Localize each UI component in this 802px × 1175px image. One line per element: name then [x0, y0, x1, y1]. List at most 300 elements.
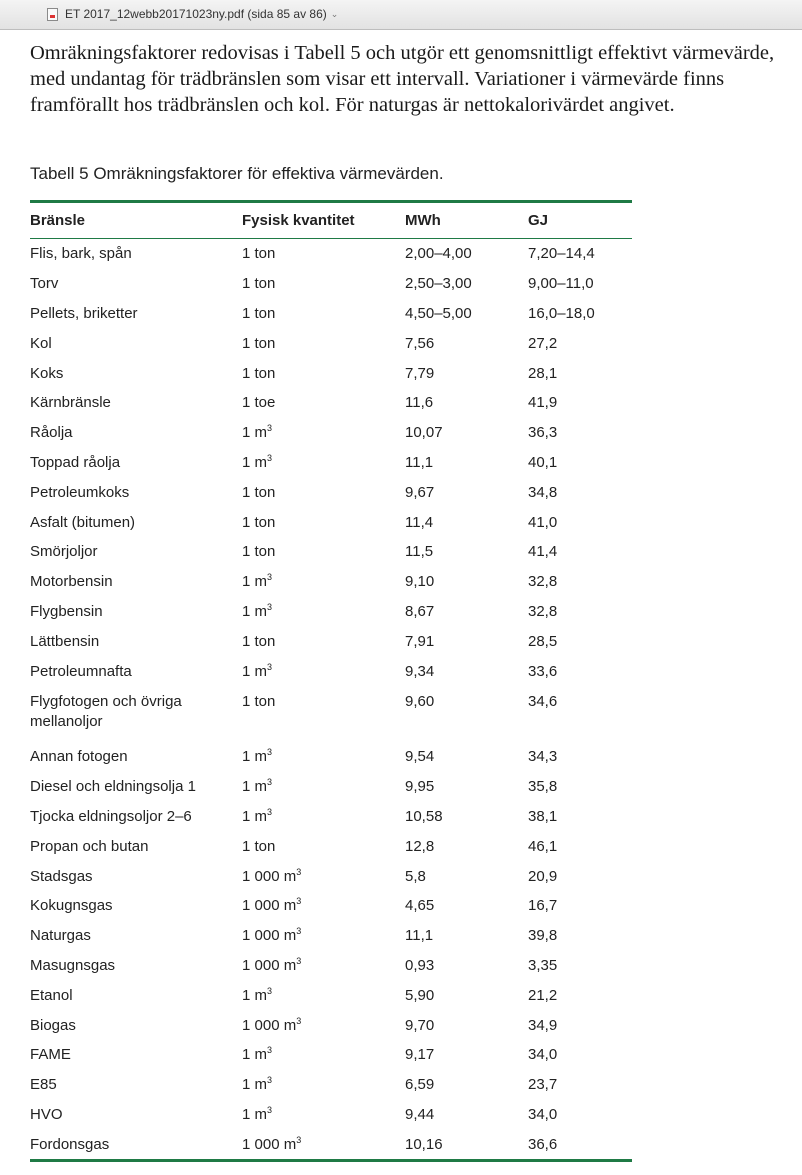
- fuel-cell: [30, 477, 242, 507]
- fuel-cell-text: Flygbensin: [30, 602, 103, 620]
- quantity-cell-text: 1 m: [242, 778, 268, 796]
- gj-cell: [528, 831, 632, 861]
- fuel-cell: [30, 891, 242, 921]
- quantity-cell-text: 1 000 m: [242, 956, 297, 974]
- quantity-cell-text: 1 m: [242, 602, 268, 620]
- quantity-cell: [242, 686, 405, 742]
- quantity-cell: [242, 626, 405, 656]
- mwh-cell: [405, 269, 528, 299]
- mwh-cell: [405, 921, 528, 951]
- table-row: [30, 328, 632, 358]
- mwh-cell: [405, 772, 528, 802]
- gj-cell: [528, 597, 632, 627]
- quantity-cell: [242, 951, 405, 981]
- gj-cell: [528, 328, 632, 358]
- gj-cell-text: 36,6: [528, 1135, 558, 1153]
- fuel-cell: [30, 980, 242, 1010]
- table-row: [30, 861, 632, 891]
- fuel-cell-text: Kokugnsgas: [30, 897, 113, 915]
- quantity-cell: [242, 861, 405, 891]
- quantity-cell: [242, 1129, 405, 1160]
- gj-cell: [528, 269, 632, 299]
- fuel-cell-text: Biogas: [30, 1016, 76, 1034]
- window-title-text: ET 2017_12webb20171023ny.pdf (sida 85 av 86): [65, 7, 327, 21]
- fuel-cell-text: Kärnbränsle: [30, 394, 111, 412]
- quantity-cell-text: 1 ton: [242, 692, 276, 710]
- table-caption: Tabell 5 Omräkningsfaktorer för effektiva värmevärden.: [30, 164, 444, 183]
- mwh-cell-text: 7,91: [405, 632, 435, 650]
- mwh-cell: [405, 980, 528, 1010]
- quantity-cell-text: 1 ton: [242, 245, 276, 263]
- gj-cell-text: 41,4: [528, 543, 558, 561]
- fuel-cell: [30, 951, 242, 981]
- mwh-cell-text: 6,59: [405, 1076, 435, 1094]
- unit-exponent: 3: [267, 747, 273, 758]
- fuel-cell-text: Annan fotogen: [30, 748, 128, 766]
- quantity-cell-text: 1 ton: [242, 543, 276, 561]
- fuel-cell-text: Toppad råolja: [30, 453, 121, 471]
- fuel-cell: [30, 656, 242, 686]
- mwh-cell: [405, 1010, 528, 1040]
- quantity-cell-text: 1 000 m: [242, 1016, 297, 1034]
- mwh-cell-text: 9,95: [405, 778, 435, 796]
- mwh-cell-text: 9,10: [405, 573, 435, 591]
- fuel-cell: [30, 269, 242, 299]
- table-row: [30, 388, 632, 418]
- gj-cell: [528, 299, 632, 329]
- mwh-cell: [405, 299, 528, 329]
- gj-cell: [528, 448, 632, 478]
- quantity-cell: [242, 831, 405, 861]
- quantity-cell-text: 1 ton: [242, 334, 276, 352]
- mwh-cell: [405, 686, 528, 742]
- fuel-cell-text: Lättbensin: [30, 632, 100, 650]
- table-row: [30, 626, 632, 656]
- mwh-cell-text: 10,58: [405, 807, 443, 825]
- quantity-cell: [242, 1010, 405, 1040]
- fuel-cell-text: Tjocka eldningsoljor 2–6: [30, 807, 192, 825]
- mwh-cell: [405, 448, 528, 478]
- fuel-cell-text: Masugnsgas: [30, 956, 116, 974]
- unit-exponent: 3: [296, 1134, 302, 1145]
- gj-cell-text: 32,8: [528, 573, 558, 591]
- quantity-cell-text: 1 ton: [242, 483, 276, 501]
- quantity-cell-text: 1 m: [242, 573, 268, 591]
- quantity-cell: [242, 448, 405, 478]
- unit-exponent: 3: [267, 985, 273, 996]
- gj-cell: [528, 891, 632, 921]
- mwh-cell: [405, 861, 528, 891]
- quantity-cell: [242, 537, 405, 567]
- mwh-cell: [405, 477, 528, 507]
- mwh-cell: [405, 1040, 528, 1070]
- gj-cell-text: 28,5: [528, 632, 558, 650]
- mwh-cell-text: 11,5: [405, 543, 434, 561]
- mwh-cell-text: 9,34: [405, 662, 435, 680]
- gj-cell-text: 32,8: [528, 602, 558, 620]
- fuel-cell-text: Pellets, briketter: [30, 304, 138, 322]
- gj-cell: [528, 980, 632, 1010]
- unit-exponent: 3: [296, 896, 302, 907]
- quantity-cell-text: 1 ton: [242, 837, 276, 855]
- gj-cell-text: 41,9: [528, 394, 558, 412]
- quantity-cell-text: 1 toe: [242, 394, 276, 412]
- table-header-row: [30, 202, 632, 239]
- mwh-cell-text: 11,1: [405, 453, 434, 471]
- fuel-cell-text: Koks: [30, 364, 64, 382]
- mwh-cell: [405, 802, 528, 832]
- fuel-cell-text: HVO: [30, 1105, 63, 1123]
- table-row: [30, 299, 632, 329]
- table-row: [30, 742, 632, 772]
- gj-cell-text: 20,9: [528, 867, 558, 885]
- mwh-cell-text: 11,6: [405, 394, 434, 412]
- fuel-cell-text: Smörjoljor: [30, 543, 98, 561]
- quantity-cell-text: 1 ton: [242, 304, 276, 322]
- unit-exponent: 3: [267, 806, 273, 817]
- quantity-cell-text: 1 m: [242, 1105, 268, 1123]
- mwh-cell-text: 10,16: [405, 1135, 443, 1153]
- unit-exponent: 3: [296, 955, 302, 966]
- quantity-cell: [242, 1100, 405, 1130]
- gj-cell-text: 36,3: [528, 424, 558, 442]
- gj-cell-text: 35,8: [528, 778, 558, 796]
- gj-cell-text: 34,8: [528, 483, 558, 501]
- fuel-cell-text: Petroleumnafta: [30, 662, 132, 680]
- fuel-cell-text: Råolja: [30, 424, 73, 442]
- fuel-cell: [30, 686, 242, 742]
- quantity-cell: [242, 772, 405, 802]
- quantity-cell: [242, 742, 405, 772]
- fuel-cell: [30, 597, 242, 627]
- fuel-cell: [30, 1129, 242, 1160]
- mwh-cell: [405, 891, 528, 921]
- fuel-cell: [30, 1010, 242, 1040]
- gj-cell-text: 9,00–11,0: [528, 275, 594, 293]
- fuel-cell: [30, 418, 242, 448]
- table-row: [30, 269, 632, 299]
- quantity-cell: [242, 328, 405, 358]
- quantity-cell: [242, 1040, 405, 1070]
- table-row: [30, 802, 632, 832]
- gj-cell: [528, 1070, 632, 1100]
- gj-cell-text: 23,7: [528, 1076, 558, 1094]
- quantity-cell: [242, 921, 405, 951]
- fuel-cell: [30, 802, 242, 832]
- fuel-cell: [30, 1070, 242, 1100]
- quantity-cell: [242, 656, 405, 686]
- gj-cell: [528, 477, 632, 507]
- fuel-cell-text: Petroleumkoks: [30, 483, 130, 501]
- gj-cell-text: 34,0: [528, 1105, 558, 1123]
- mwh-cell-text: 0,93: [405, 956, 435, 974]
- quantity-cell: [242, 358, 405, 388]
- gj-cell-text: 7,20–14,4: [528, 245, 595, 263]
- fuel-cell: [30, 388, 242, 418]
- mwh-cell: [405, 567, 528, 597]
- table-row: [30, 891, 632, 921]
- quantity-cell-text: 1 000 m: [242, 1135, 297, 1153]
- table-row: [30, 537, 632, 567]
- fuel-cell: [30, 299, 242, 329]
- chevron-down-icon[interactable]: ⌄: [330, 9, 339, 19]
- gj-cell-text: 3,35: [528, 956, 558, 974]
- quantity-cell-text: 1 ton: [242, 632, 276, 650]
- header-fuel: Bränsle: [30, 202, 242, 239]
- gj-cell: [528, 418, 632, 448]
- unit-exponent: 3: [267, 601, 273, 612]
- table-row: [30, 418, 632, 448]
- quantity-cell: [242, 567, 405, 597]
- table-row: [30, 921, 632, 951]
- fuel-cell-text: Torv: [30, 275, 59, 293]
- mwh-cell-text: 7,56: [405, 334, 435, 352]
- quantity-cell-text: 1 000 m: [242, 927, 297, 945]
- unit-exponent: 3: [267, 1075, 273, 1086]
- intro-paragraph: Omräkningsfaktorer redovisas i Tabell 5 och utgör ett genomsnittligt effektivt värmevärde, med undantag för trädbränslen som visar ett intervall. Variationer i värmevärde finns framförallt hos trädbränslen och kol. För naturgas är nettokalorivärdet angivet.: [30, 42, 775, 116]
- unit-exponent: 3: [267, 661, 273, 672]
- gj-cell: [528, 742, 632, 772]
- table-row: [30, 1010, 632, 1040]
- table-row: [30, 477, 632, 507]
- quantity-cell-text: 1 m: [242, 424, 268, 442]
- gj-cell-text: 21,2: [528, 986, 558, 1004]
- unit-exponent: 3: [296, 866, 302, 877]
- quantity-cell: [242, 239, 405, 269]
- mwh-cell-text: 9,44: [405, 1105, 435, 1123]
- window-title[interactable]: [65, 7, 338, 21]
- mwh-cell-text: 2,50–3,00: [405, 275, 472, 293]
- unit-exponent: 3: [267, 572, 273, 583]
- mwh-cell: [405, 328, 528, 358]
- mwh-cell: [405, 1129, 528, 1160]
- mwh-cell-text: 9,70: [405, 1016, 435, 1034]
- quantity-cell: [242, 1070, 405, 1100]
- fuel-cell: [30, 772, 242, 802]
- fuel-cell-text: Kol: [30, 334, 52, 352]
- unit-exponent: 3: [267, 423, 273, 434]
- mwh-cell: [405, 358, 528, 388]
- fuel-cell: [30, 626, 242, 656]
- quantity-cell-text: 1 ton: [242, 275, 276, 293]
- mwh-cell-text: 9,67: [405, 483, 435, 501]
- gj-cell: [528, 951, 632, 981]
- mwh-cell-text: 9,17: [405, 1046, 435, 1064]
- quantity-cell: [242, 802, 405, 832]
- mwh-cell-text: 9,60: [405, 692, 435, 710]
- header-quantity: Fysisk kvantitet: [242, 202, 405, 239]
- unit-exponent: 3: [296, 1015, 302, 1026]
- gj-cell: [528, 1100, 632, 1130]
- fuel-cell-text: FAME: [30, 1046, 71, 1064]
- gj-cell: [528, 686, 632, 742]
- gj-cell-text: 27,2: [528, 334, 558, 352]
- table-row: [30, 567, 632, 597]
- quantity-cell-text: 1 ton: [242, 364, 276, 382]
- gj-cell-text: 33,6: [528, 662, 558, 680]
- fuel-cell: [30, 1100, 242, 1130]
- fuel-cell-text: Motorbensin: [30, 573, 113, 591]
- fuel-cell: [30, 328, 242, 358]
- mwh-cell-text: 11,4: [405, 513, 434, 531]
- mwh-cell-text: 8,67: [405, 602, 435, 620]
- fuel-cell: [30, 239, 242, 269]
- mwh-cell: [405, 1100, 528, 1130]
- mwh-cell: [405, 507, 528, 537]
- fuel-cell-text: Flis, bark, spån: [30, 245, 132, 263]
- gj-cell-text: 38,1: [528, 807, 558, 825]
- quantity-cell-text: 1 m: [242, 748, 268, 766]
- quantity-cell-text: 1 000 m: [242, 897, 297, 915]
- mwh-cell-text: 4,65: [405, 897, 435, 915]
- gj-cell: [528, 626, 632, 656]
- quantity-cell: [242, 891, 405, 921]
- header-gj: GJ: [528, 202, 632, 239]
- gj-cell-text: 40,1: [528, 453, 558, 471]
- table-row: [30, 951, 632, 981]
- quantity-cell-text: 1 ton: [242, 513, 276, 531]
- gj-cell: [528, 772, 632, 802]
- gj-cell: [528, 537, 632, 567]
- mwh-cell-text: 5,8: [405, 867, 426, 885]
- gj-cell-text: 34,6: [528, 692, 558, 710]
- mwh-cell: [405, 239, 528, 269]
- conversion-factor-table: [30, 200, 632, 1162]
- gj-cell-text: 16,0–18,0: [528, 304, 595, 322]
- table-row: [30, 507, 632, 537]
- gj-cell: [528, 567, 632, 597]
- quantity-cell: [242, 507, 405, 537]
- gj-cell: [528, 239, 632, 269]
- quantity-cell: [242, 597, 405, 627]
- gj-cell: [528, 656, 632, 686]
- gj-cell: [528, 358, 632, 388]
- table-row: [30, 1070, 632, 1100]
- gj-cell: [528, 1010, 632, 1040]
- mwh-cell-text: 12,8: [405, 837, 435, 855]
- table-body: [30, 239, 632, 1161]
- gj-cell-text: 16,7: [528, 897, 558, 915]
- quantity-cell: [242, 299, 405, 329]
- mwh-cell: [405, 831, 528, 861]
- unit-exponent: 3: [267, 1104, 273, 1115]
- gj-cell: [528, 507, 632, 537]
- gj-cell-text: 34,3: [528, 748, 558, 766]
- fuel-cell: [30, 831, 242, 861]
- unit-exponent: 3: [267, 1045, 273, 1056]
- quantity-cell: [242, 477, 405, 507]
- gj-cell: [528, 388, 632, 418]
- table-row: [30, 686, 632, 742]
- fuel-cell: [30, 1040, 242, 1070]
- quantity-cell: [242, 980, 405, 1010]
- table-row: [30, 1129, 632, 1160]
- fuel-cell-text: Naturgas: [30, 927, 91, 945]
- gj-cell: [528, 802, 632, 832]
- quantity-cell-text: 1 m: [242, 1046, 268, 1064]
- fuel-cell-text: Diesel och eldningsolja 1: [30, 778, 196, 796]
- header-mwh: MWh: [405, 202, 528, 239]
- mwh-cell-text: 5,90: [405, 986, 435, 1004]
- quantity-cell: [242, 388, 405, 418]
- mwh-cell: [405, 418, 528, 448]
- fuel-cell-text: Propan och butan: [30, 837, 149, 855]
- fuel-cell-text: Fordonsgas: [30, 1135, 110, 1153]
- mwh-cell: [405, 626, 528, 656]
- fuel-cell: [30, 921, 242, 951]
- mwh-cell: [405, 656, 528, 686]
- gj-cell-text: 41,0: [528, 513, 558, 531]
- window-titlebar: [0, 0, 802, 30]
- fuel-cell-text: Flygfotogen och övriga mellanoljor: [30, 692, 182, 730]
- mwh-cell-text: 11,1: [405, 927, 434, 945]
- mwh-cell-text: 4,50–5,00: [405, 304, 472, 322]
- table-row: [30, 831, 632, 861]
- mwh-cell: [405, 951, 528, 981]
- mwh-cell: [405, 388, 528, 418]
- table-row: [30, 358, 632, 388]
- gj-cell: [528, 1129, 632, 1160]
- table-row: [30, 656, 632, 686]
- fuel-cell-text: Asfalt (bitumen): [30, 513, 136, 531]
- quantity-cell-text: 1 m: [242, 1076, 268, 1094]
- mwh-cell-text: 9,54: [405, 748, 435, 766]
- table-row: [30, 1100, 632, 1130]
- gj-cell: [528, 1040, 632, 1070]
- table-row: [30, 448, 632, 478]
- fuel-cell-text: E85: [30, 1076, 57, 1094]
- mwh-cell: [405, 1070, 528, 1100]
- fuel-cell: [30, 507, 242, 537]
- fuel-cell: [30, 861, 242, 891]
- gj-cell: [528, 921, 632, 951]
- fuel-cell-text: Stadsgas: [30, 867, 93, 885]
- mwh-cell: [405, 742, 528, 772]
- unit-exponent: 3: [267, 777, 273, 788]
- fuel-cell: [30, 448, 242, 478]
- table-row: [30, 597, 632, 627]
- table-row: [30, 772, 632, 802]
- quantity-cell-text: 1 000 m: [242, 867, 297, 885]
- fuel-cell: [30, 358, 242, 388]
- mwh-cell-text: 2,00–4,00: [405, 245, 472, 263]
- quantity-cell: [242, 269, 405, 299]
- quantity-cell-text: 1 m: [242, 986, 268, 1004]
- quantity-cell-text: 1 m: [242, 662, 268, 680]
- gj-cell-text: 34,0: [528, 1046, 558, 1064]
- quantity-cell-text: 1 m: [242, 453, 268, 471]
- mwh-cell-text: 7,79: [405, 364, 435, 382]
- unit-exponent: 3: [267, 452, 273, 463]
- quantity-cell-text: 1 m: [242, 807, 268, 825]
- quantity-cell: [242, 418, 405, 448]
- fuel-cell: [30, 742, 242, 772]
- table-row: [30, 980, 632, 1010]
- fuel-cell: [30, 537, 242, 567]
- mwh-cell: [405, 597, 528, 627]
- table-row: [30, 1040, 632, 1070]
- fuel-cell-text: Etanol: [30, 986, 73, 1004]
- table-row: [30, 239, 632, 269]
- gj-cell-text: 39,8: [528, 927, 558, 945]
- pdf-document-icon: [47, 8, 58, 21]
- gj-cell-text: 34,9: [528, 1016, 558, 1034]
- fuel-cell: [30, 567, 242, 597]
- gj-cell-text: 46,1: [528, 837, 558, 855]
- gj-cell: [528, 861, 632, 891]
- unit-exponent: 3: [296, 926, 302, 937]
- mwh-cell-text: 10,07: [405, 424, 443, 442]
